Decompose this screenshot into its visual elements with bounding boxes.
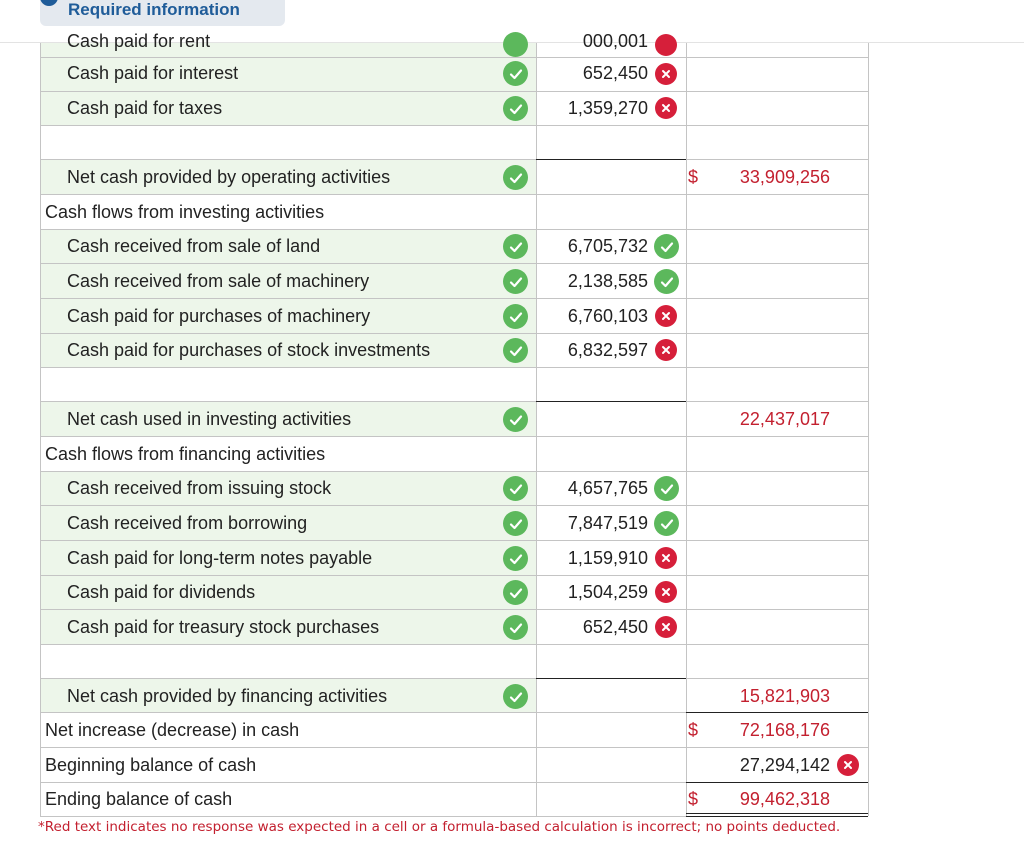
row-label: Ending balance of cash bbox=[45, 789, 233, 809]
x-circle-icon bbox=[655, 616, 677, 638]
row-label: Beginning balance of cash bbox=[45, 755, 257, 775]
grid-line bbox=[40, 575, 868, 576]
subtotal-rule bbox=[536, 401, 686, 402]
section-heading: Cash flows from financing activities bbox=[45, 444, 326, 464]
amount-cell[interactable]: 6,705,732 bbox=[567, 236, 648, 256]
check-circle-icon bbox=[503, 615, 528, 640]
grid-line bbox=[686, 678, 868, 679]
clip-wrapper bbox=[40, 31, 536, 57]
dollar-sign: $ bbox=[688, 789, 699, 809]
grid-line bbox=[40, 678, 536, 679]
x-circle-icon bbox=[655, 97, 677, 119]
row-label[interactable]: Net cash provided by financing activities bbox=[67, 686, 388, 706]
row-label[interactable]: Cash paid for interest bbox=[67, 63, 239, 83]
grid-line bbox=[40, 401, 536, 402]
check-circle-icon bbox=[503, 338, 528, 363]
grid-line bbox=[40, 816, 686, 817]
amount-cell[interactable]: 6,832,597 bbox=[567, 340, 648, 360]
grid-line bbox=[40, 298, 868, 299]
grid-line bbox=[40, 57, 868, 58]
check-circle-icon bbox=[503, 407, 528, 432]
check-circle-icon bbox=[503, 32, 528, 57]
amount-cell[interactable]: 6,760,103 bbox=[567, 306, 648, 326]
row-label[interactable]: Cash received from borrowing bbox=[67, 513, 308, 533]
check-circle-icon bbox=[654, 269, 679, 294]
grid-line bbox=[40, 229, 868, 230]
amount-cell[interactable]: 652,450 bbox=[582, 63, 648, 83]
check-circle-icon bbox=[503, 684, 528, 709]
x-circle-icon bbox=[655, 63, 677, 85]
check-circle-icon bbox=[654, 476, 679, 501]
check-circle-icon bbox=[654, 511, 679, 536]
check-circle-icon bbox=[503, 476, 528, 501]
total-cell: 33,909,256 bbox=[739, 167, 830, 187]
x-circle-icon bbox=[655, 547, 677, 569]
footnote: *Red text indicates no response was expected in a cell or a formula-based calculation is incorrect; no points deducted. bbox=[38, 819, 841, 835]
check-circle-icon bbox=[503, 165, 528, 190]
check-circle-icon bbox=[503, 269, 528, 294]
total-cell: 72,168,176 bbox=[739, 720, 830, 740]
grid-line bbox=[40, 159, 536, 160]
row-label[interactable]: Net cash provided by operating activities bbox=[67, 167, 391, 187]
amount-cell[interactable]: 27,294,142 bbox=[739, 755, 830, 775]
x-circle-icon bbox=[655, 305, 677, 327]
row-label[interactable]: Cash received from sale of land bbox=[67, 236, 321, 256]
amount-cell[interactable]: 1,359,270 bbox=[567, 98, 648, 118]
subtotal-rule bbox=[536, 678, 686, 679]
grid-line bbox=[40, 436, 868, 437]
check-circle-icon bbox=[503, 234, 528, 259]
row-label[interactable]: Net cash used in investing activities bbox=[67, 409, 352, 429]
amount-cell[interactable]: 000,001 bbox=[582, 31, 648, 51]
amount-cell[interactable]: 652,450 bbox=[582, 617, 648, 637]
row-label[interactable]: Cash paid for taxes bbox=[67, 98, 223, 118]
grid-line bbox=[40, 540, 868, 541]
grid-line bbox=[40, 644, 868, 645]
grid-line bbox=[686, 159, 868, 160]
grid-line bbox=[40, 263, 868, 264]
grid-line bbox=[40, 782, 686, 783]
amount-cell[interactable]: 2,138,585 bbox=[567, 271, 648, 291]
x-circle-icon bbox=[655, 339, 677, 361]
x-circle-icon bbox=[655, 581, 677, 603]
double-underline bbox=[686, 813, 868, 814]
section-heading: Cash flows from investing activities bbox=[45, 202, 325, 222]
x-circle-icon bbox=[837, 754, 859, 776]
row-label[interactable]: Cash paid for rent bbox=[67, 31, 211, 51]
amount-cell[interactable]: 1,159,910 bbox=[567, 548, 648, 568]
check-circle-icon bbox=[503, 580, 528, 605]
x-circle-icon bbox=[655, 34, 677, 56]
grid-line bbox=[40, 471, 868, 472]
double-underline bbox=[686, 816, 868, 817]
amount-cell[interactable]: 4,657,765 bbox=[567, 478, 648, 498]
grid-line bbox=[40, 712, 686, 713]
check-circle-icon bbox=[503, 546, 528, 571]
row-label[interactable]: Cash paid for long-term notes payable bbox=[67, 548, 373, 568]
subtotal-rule bbox=[536, 159, 686, 160]
grid-line bbox=[868, 43, 869, 816]
row-label[interactable]: Cash paid for treasury stock purchases bbox=[67, 617, 380, 637]
grid-line bbox=[40, 194, 868, 195]
grid-line bbox=[40, 91, 868, 92]
grid-line bbox=[40, 333, 868, 334]
check-circle-icon bbox=[503, 511, 528, 536]
row-label[interactable]: Cash paid for purchases of machinery bbox=[67, 306, 371, 326]
grid-line bbox=[40, 505, 868, 506]
grid-line bbox=[686, 401, 868, 402]
total-cell: 15,821,903 bbox=[739, 686, 830, 706]
total-cell: 99,462,318 bbox=[739, 789, 830, 809]
row-label[interactable]: Cash paid for purchases of stock investments bbox=[67, 340, 431, 360]
grid-line bbox=[40, 747, 868, 748]
check-circle-icon bbox=[503, 96, 528, 121]
dollar-sign: $ bbox=[688, 167, 699, 187]
required-information-tab[interactable] bbox=[40, 0, 285, 26]
check-circle-icon bbox=[503, 61, 528, 86]
total-cell: 22,437,017 bbox=[739, 409, 830, 429]
row-label[interactable]: Cash received from sale of machinery bbox=[67, 271, 370, 291]
check-circle-icon bbox=[654, 234, 679, 259]
row-label[interactable]: Cash paid for dividends bbox=[67, 582, 256, 602]
subtotal-rule bbox=[686, 712, 868, 713]
amount-cell[interactable]: 7,847,519 bbox=[567, 513, 648, 533]
row-label[interactable]: Cash received from issuing stock bbox=[67, 478, 332, 498]
dollar-sign: $ bbox=[688, 720, 699, 740]
row-label: Net increase (decrease) in cash bbox=[45, 720, 300, 740]
grid-line bbox=[40, 125, 868, 126]
grid-line bbox=[40, 367, 868, 368]
subtotal-rule bbox=[686, 782, 868, 783]
grid-line bbox=[40, 609, 868, 610]
tab-label: Required information bbox=[68, 0, 240, 19]
amount-cell[interactable]: 1,504,259 bbox=[567, 582, 648, 602]
check-circle-icon bbox=[503, 304, 528, 329]
info-icon bbox=[40, 0, 58, 6]
